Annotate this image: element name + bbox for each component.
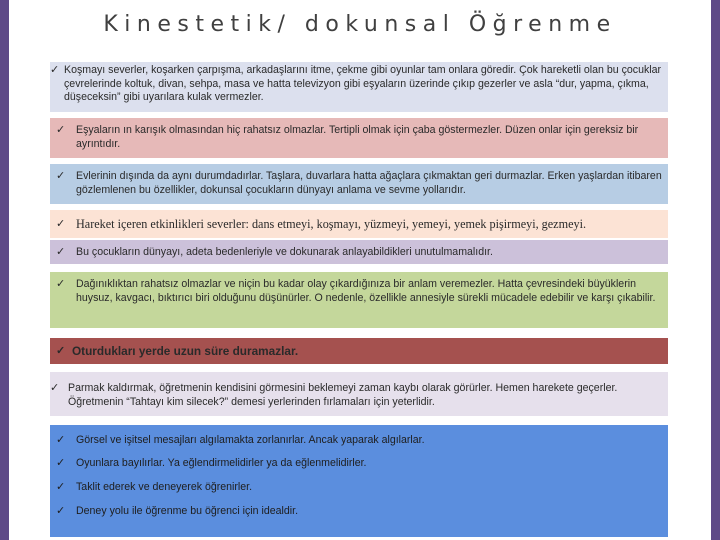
slide-title: Kinestetik/ dokunsal Öğrenme bbox=[103, 12, 617, 37]
bullet-item bbox=[50, 240, 668, 264]
checkmark-icon: ✓ bbox=[56, 505, 66, 517]
checkmark-icon: ✓ bbox=[56, 481, 66, 493]
checkmark-icon: ✓ bbox=[56, 457, 66, 469]
summary-item: Görsel ve işitsel mesajları algılamakta zorlanırlar. Ancak yaparak algılarlar. bbox=[76, 434, 425, 446]
checkmark-icon: ✓ bbox=[56, 170, 66, 182]
checkmark-icon: ✓ bbox=[50, 64, 60, 76]
summary-box bbox=[50, 425, 668, 537]
bullet-item bbox=[50, 272, 668, 328]
bullet-text: Parmak kaldırmak, öğretmenin kendisini görmesini beklemeyi zaman kaybı olarak görürler. Hemen harekete geçerler. Öğretmenin “Tahtayı kim silecek?” demesi yerlerinden fırlamaları için yeterlidir. bbox=[68, 382, 618, 408]
checkmark-icon: ✓ bbox=[56, 278, 66, 290]
bullet-item bbox=[50, 210, 668, 238]
bullet-item bbox=[50, 118, 668, 158]
checkmark-icon: ✓ bbox=[56, 345, 66, 357]
bullet-item bbox=[50, 338, 668, 364]
bullet-item bbox=[50, 372, 668, 416]
bullet-text: Dağınıklıktan rahatsız olmazlar ve niçin bu kadar olay çıkardığınıza bir anlam veremezler. Hatta çevresindeki büyüklerin huysuz, kavgacı, bıktırıcı biri olduğunu düşünürler. O nedenle, özellikle annesiyle sürekli mücadele edebilir ve karşı çıkabilir. bbox=[76, 278, 656, 304]
checkmark-icon: ✓ bbox=[56, 246, 66, 258]
bullet-text: Evlerinin dışında da aynı durumdadırlar. Taşlara, duvarlara hatta ağaçlara çıkmaktan geri durmazlar. Erken yaşlardan itibaren gözlemlenen bu özellikler, dokunsal çocukların dünyayı anlama ve sevme yollarıdır. bbox=[76, 170, 662, 196]
bullet-item bbox=[50, 62, 668, 112]
summary-item: Taklit ederek ve deneyerek öğrenirler. bbox=[76, 481, 253, 493]
bullet-item bbox=[50, 164, 668, 204]
summary-item: Oyunlara bayılırlar. Ya eğlendirmelidirler ya da eğlenmelidirler. bbox=[76, 457, 367, 469]
checkmark-icon: ✓ bbox=[56, 218, 66, 230]
left-accent-bar bbox=[0, 0, 9, 540]
bullet-text: Eşyaların ın karışık olmasından hiç rahatsız olmazlar. Tertipli olmak için çaba göstermezler. Düzen onlar için gereksiz bir ayrıntıdır. bbox=[76, 124, 639, 150]
right-accent-bar bbox=[711, 0, 720, 540]
checkmark-icon: ✓ bbox=[56, 434, 66, 446]
bullet-text: Bu çocukların dünyayı, adeta bedenleriyle ve dokunarak anlayabildikleri unutulmamalıdır. bbox=[76, 246, 493, 258]
bullet-text: Hareket içeren etkinlikleri severler: dans etmeyi, koşmayı, yüzmeyi, yemeyi, yemek pişirmeyi, gezmeyi. bbox=[76, 217, 587, 231]
bullet-text: Koşmayı severler, koşarken çarpışma, arkadaşlarını itme, çekme gibi oyunlar tam onlara göredir. Çok hareketli olan bu çocuklar çevrelerinde koltuk, divan, sehpa, masa ve hatta televizyon gibi eşyaların üzerinde çıkıp gezerler ve asla “dur, yapma, çıkma, düşeceksin” gibi uyarılara kulak vermezler. bbox=[64, 64, 662, 103]
checkmark-icon: ✓ bbox=[50, 382, 60, 394]
bullet-text: Oturdukları yerde uzun süre duramazlar. bbox=[72, 344, 299, 358]
summary-item: Deney yolu ile öğrenme bu öğrenci için idealdir. bbox=[76, 505, 299, 517]
checkmark-icon: ✓ bbox=[56, 124, 66, 136]
